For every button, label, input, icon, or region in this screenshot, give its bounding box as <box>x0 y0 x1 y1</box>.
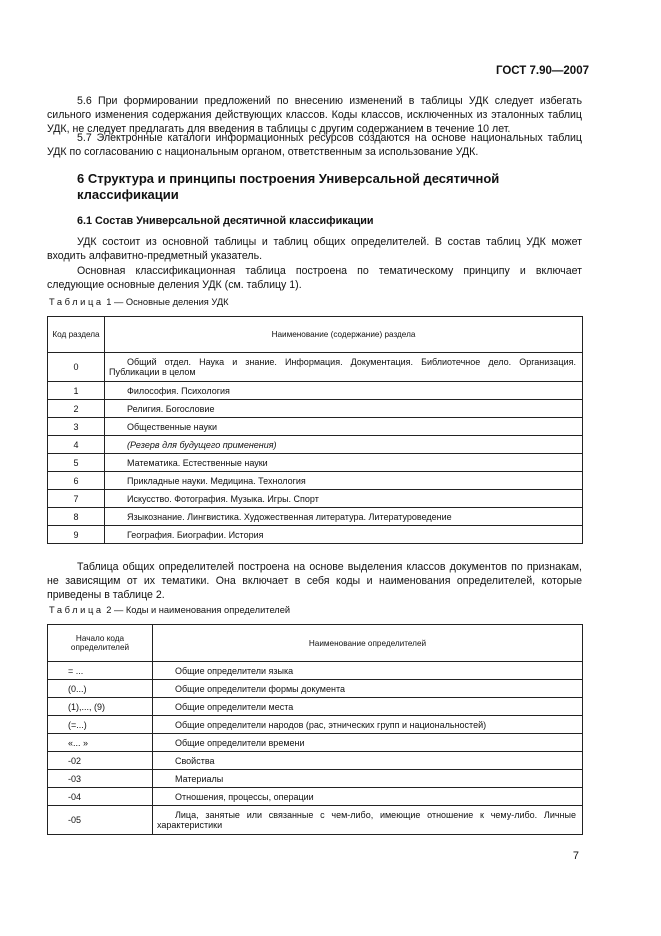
table-cell-code: 2 <box>48 400 105 418</box>
table-cell-name: Общие определители формы документа <box>153 680 583 698</box>
table-row <box>48 806 583 835</box>
table-row <box>48 508 583 526</box>
table-cell-code: -04 <box>48 788 153 806</box>
table-cell-name: Материалы <box>153 770 583 788</box>
table-2-caption-text: 2 — Коды и наименования определителей <box>106 605 291 615</box>
table-cell-code: 7 <box>48 490 105 508</box>
table-1-col-name-header: Наименование (содержание) раздела <box>105 317 583 353</box>
table-cell-name: География. Биографии. История <box>105 526 583 544</box>
table-cell-code: -05 <box>48 806 153 835</box>
paragraph-6-1-a: УДК состоит из основной таблицы и таблиц общих определителей. В состав таблиц УДК может входить алфавитно-предметный указатель. <box>47 236 582 263</box>
table-cell-code: 3 <box>48 418 105 436</box>
table-cell-name: Общие определители места <box>153 698 583 716</box>
table-cell-name: Общий отдел. Наука и знание. Информация. Документация. Библиотечное дело. Организация. Публикации в целом <box>105 353 583 382</box>
table-row <box>48 734 583 752</box>
table-2-caption-word: Таблица <box>49 605 104 615</box>
table-cell-name: Прикладные науки. Медицина. Технология <box>105 472 583 490</box>
table-1-caption-text: 1 — Основные деления УДК <box>106 297 229 307</box>
table-row <box>48 472 583 490</box>
table-cell-name: Общественные науки <box>105 418 583 436</box>
table-row <box>48 418 583 436</box>
table-cell-name: Общие определители времени <box>153 734 583 752</box>
paragraph-5-7: 5.7 Электронные каталоги информационных ресурсов создаются на основе национальных таблиц УДК по согласованию с национальным органом, ответственным за использование УДК. <box>47 132 582 159</box>
table-row <box>48 436 583 454</box>
table-2-col-code-header: Начало кода определителей <box>48 625 153 662</box>
page-number: 7 <box>572 850 579 862</box>
table-cell-code: 5 <box>48 454 105 472</box>
table-row <box>48 662 583 680</box>
table-cell-code: 8 <box>48 508 105 526</box>
table-cell-name: Свойства <box>153 752 583 770</box>
table-cell-code: (0...) <box>48 680 153 698</box>
table-row <box>48 716 583 734</box>
table-1-header-row <box>48 317 583 353</box>
table-cell-name: (Резерв для будущего применения) <box>105 436 583 454</box>
table-cell-code: = ... <box>48 662 153 680</box>
table-row <box>48 752 583 770</box>
table-cell-code: «... » <box>48 734 153 752</box>
table-cell-name: Общие определители языка <box>153 662 583 680</box>
paragraph-5-6: 5.6 При формировании предложений по внесению изменений в таблицы УДК следует избегать сильного изменения содержания действующих классов. Коды классов, исключенных из эталонных таблиц УДК, не следует предлагать для введения в таблицы с другим содержанием в течение 10 лет. <box>47 95 582 136</box>
paragraph-after-table-1: Таблица общих определителей построена на основе выделения классов документов по признакам, не зависящим от их тематики. Она включает в себя коды и наименования определителей, которые приведены в таблице 2. <box>47 561 582 602</box>
table-cell-name: Отношения, процессы, операции <box>153 788 583 806</box>
table-cell-code: -03 <box>48 770 153 788</box>
table-row <box>48 526 583 544</box>
table-cell-code: 4 <box>48 436 105 454</box>
table-row <box>48 698 583 716</box>
table-2 <box>47 624 583 835</box>
table-row <box>48 770 583 788</box>
table-row <box>48 400 583 418</box>
table-cell-name: Языкознание. Лингвистика. Художественная литература. Литературоведение <box>105 508 583 526</box>
table-cell-code: 9 <box>48 526 105 544</box>
table-cell-code: -02 <box>48 752 153 770</box>
table-cell-name: Лица, занятые или связанные с чем-либо, имеющие отношение к чему-либо. Личные характеристики <box>153 806 583 835</box>
paragraph-6-1-b: Основная классификационная таблица построена по тематическому принципу и включает следующие основные деления УДК (см. таблицу 1). <box>47 265 582 292</box>
table-2-caption <box>49 605 290 615</box>
table-1-caption-word: Таблица <box>49 297 104 307</box>
table-row <box>48 382 583 400</box>
table-cell-code: (=...) <box>48 716 153 734</box>
table-2-header-row <box>48 625 583 662</box>
table-cell-name: Математика. Естественные науки <box>105 454 583 472</box>
table-cell-name: Искусство. Фотография. Музыка. Игры. Спорт <box>105 490 583 508</box>
table-cell-name: Религия. Богословие <box>105 400 583 418</box>
table-row <box>48 490 583 508</box>
table-row <box>48 353 583 382</box>
table-2-col-name-header: Наименование определителей <box>153 625 583 662</box>
table-1-col-code-header: Код раздела <box>48 317 105 353</box>
table-row <box>48 680 583 698</box>
table-1 <box>47 316 583 544</box>
table-cell-code: 1 <box>48 382 105 400</box>
table-row <box>48 454 583 472</box>
table-row <box>48 788 583 806</box>
table-cell-code: 6 <box>48 472 105 490</box>
table-cell-name: Философия. Психология <box>105 382 583 400</box>
table-1-caption <box>49 297 229 307</box>
table-cell-code: (1),..., (9) <box>48 698 153 716</box>
subsection-6-1-title: 6.1 Состав Универсальной десятичной классификации <box>77 215 374 227</box>
section-6-title: 6 Структура и принципы построения Универсальной десятичной классификации <box>77 171 500 202</box>
table-cell-code: 0 <box>48 353 105 382</box>
table-cell-name: Общие определители народов (рас, этнических групп и национальностей) <box>153 716 583 734</box>
document-id: ГОСТ 7.90—2007 <box>495 65 589 77</box>
